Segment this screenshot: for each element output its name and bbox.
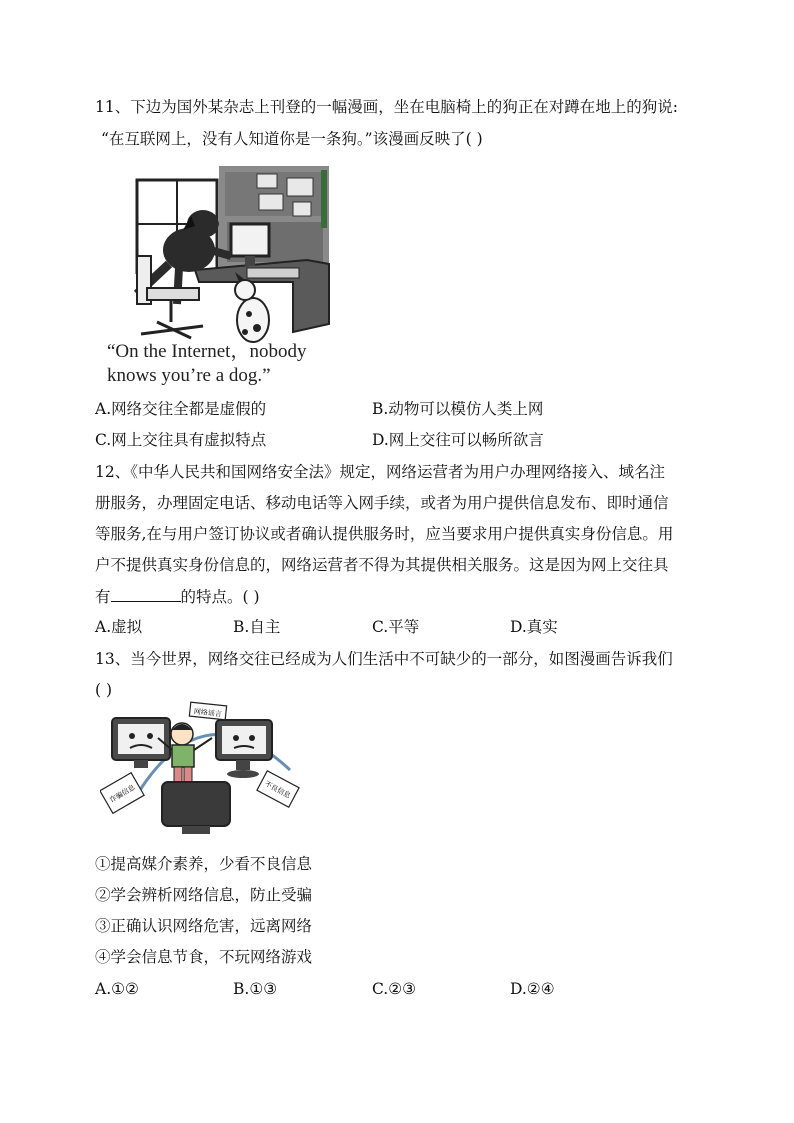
q12-stem-line5 xyxy=(95,586,260,607)
q13-item-3: ③正确认识网络危害，远离网络 xyxy=(95,917,313,935)
caption-line2: knows you’re a dog.” xyxy=(107,365,271,386)
q12-option-d[interactable]: D.真实 xyxy=(510,618,558,636)
sign-right-text: 不良信息 xyxy=(263,779,292,800)
q13-option-d[interactable]: D.②④ xyxy=(510,980,555,998)
q13-option-b[interactable]: B.①③ xyxy=(233,980,278,998)
sign-left-text: 诈骗信息 xyxy=(108,783,137,805)
q13-option-a[interactable]: A.①② xyxy=(95,980,139,998)
q12-option-c[interactable]: C.平等 xyxy=(372,618,420,636)
q13-item-1: ①提高媒介素养，少看不良信息 xyxy=(95,855,313,873)
q13-item-4: ④学会信息节食，不玩网络游戏 xyxy=(95,948,313,966)
q12-line5-pre: 有 xyxy=(95,588,111,606)
q12-option-b[interactable]: B.自主 xyxy=(233,618,281,636)
internet-info-cartoon xyxy=(100,700,310,840)
q11-option-c[interactable]: C.网上交往具有虚拟特点 xyxy=(95,431,267,449)
q12-stem-line2: 册服务，办理固定电话、移动电话等入网手续，或者为用户提供信息发布、即时通信 xyxy=(95,494,669,512)
q13-stem-line2: ( ) xyxy=(95,681,113,699)
q13-stem-line1: 13、当今世界，网络交往已经成为人们生活中不可缺少的一部分，如图漫画告诉我们 xyxy=(95,650,673,668)
q12-stem-line1: 12、《中华人民共和国网络安全法》规定，网络运营者为用户办理网络接入、域名注 xyxy=(95,463,665,481)
answer-blank[interactable] xyxy=(111,586,181,602)
sign-top-text: 网络谣言 xyxy=(193,707,223,719)
q12-line5-post: 的特点。( ) xyxy=(180,588,260,606)
q12-stem-line4: 户不提供真实身份信息的，网络运营者不得为其提供相关服务。这是因为网上交往具 xyxy=(95,556,669,574)
q11-option-a[interactable]: A.网络交往全都是虚假的 xyxy=(95,400,267,418)
q12-option-a[interactable]: A.虚拟 xyxy=(95,618,143,636)
q11-stem-line2: “在互联网上，没有人知道你是一条狗。”该漫画反映了( ) xyxy=(101,130,483,148)
q11-option-d[interactable]: D.网上交往可以畅所欲言 xyxy=(372,431,544,449)
q13-option-c[interactable]: C.②③ xyxy=(372,980,417,998)
q11-option-b[interactable]: B.动物可以模仿人类上网 xyxy=(372,400,544,418)
q12-stem-line3: 等服务,在与用户签订协议或者确认提供服务时，应当要求用户提供真实身份信息。用 xyxy=(95,525,674,543)
q11-stem-line1: 11、下边为国外某杂志上刊登的一幅漫画，坐在电脑椅上的狗正在对蹲在地上的狗说: xyxy=(95,98,678,116)
q13-item-2: ②学会辨析网络信息，防止受骗 xyxy=(95,886,313,904)
cartoon-caption xyxy=(107,340,306,388)
caption-line1: “On the Internet，nobody xyxy=(107,341,307,362)
